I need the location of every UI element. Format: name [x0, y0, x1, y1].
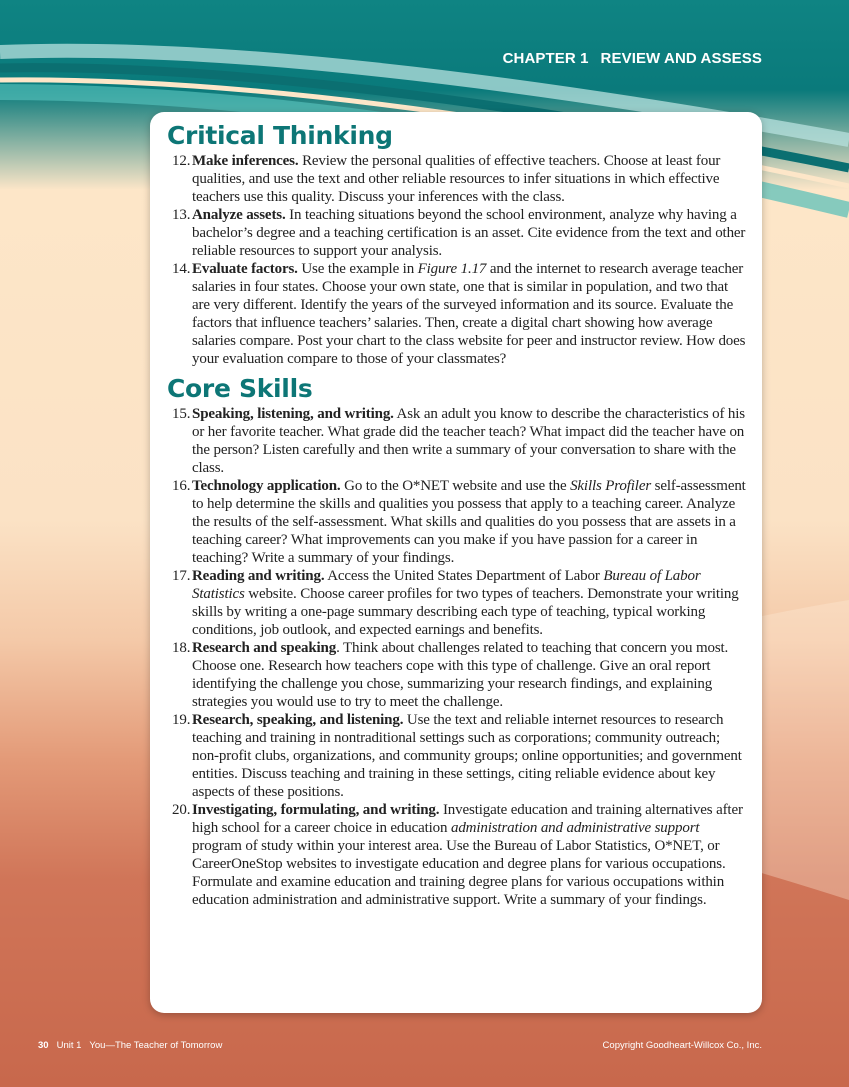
item-text: Review the personal qualities of effective teachers. Choose at least four qualities, and use the text and other reliable resources to infer situations in which effective teachers use this quality. Discuss your inferences with the class.	[192, 153, 721, 205]
item-text: self-assessment to help determine the skills and qualities you possess that apply to a teaching career. Analyze the results of the self-assessment. What skills and qualities do you possess that are assets in a teaching career? What improvements can you make if you have passion for a career in teaching? Write a summary of your findings.	[192, 478, 746, 566]
item-text: program of study within your interest area. Use the Bureau of Labor Statistics, O*NET, or CareerOneStop websites to investigate education and degree plans for various occupations. Formulate and examine education and training degree plans for various occupations within education administration and administrative support. Write a summary of your findings.	[192, 838, 726, 908]
section-heading-core-skills: Core Skills	[167, 374, 313, 403]
core-skills-list	[172, 405, 748, 909]
list-item	[172, 567, 748, 639]
item-text: . Think about challenges related to teaching that concern you most. Choose one. Research how teachers cope with this type of challenge. Give an oral report identifying the challenge you chose, summarizing your research findings, and explaining strategies you would use to try to meet the challenge.	[192, 640, 729, 710]
content-card	[150, 112, 762, 1013]
item-number: 12.	[172, 153, 191, 169]
item-text: Use the example in	[297, 261, 418, 277]
list-item	[172, 152, 748, 206]
item-number: 16.	[172, 478, 191, 494]
item-lead: Evaluate factors.	[192, 261, 298, 277]
unit-label: Unit 1	[56, 1040, 82, 1051]
item-text: Use the text and reliable internet resources to research teaching and training in nontraditional settings such as corporations; community outreach; non-profit clubs, organizations, and community groups; online opportunities; and government entities. Discuss teaching and training in these settings, citing reliable evidence about key aspects of these positions.	[192, 712, 742, 800]
item-text: website. Choose career profiles for two types of teachers. Demonstrate your writing skills by writing a one-page summary describing each type of teaching, typical working conditions, job outlook, and expected earnings and benefits.	[192, 586, 739, 638]
item-number: 17.	[172, 568, 191, 584]
item-number: 20.	[172, 802, 191, 818]
item-number: 19.	[172, 712, 191, 728]
item-number: 15.	[172, 406, 191, 422]
item-lead: Investigating, formulating, and writing.	[192, 802, 440, 818]
chapter-section: REVIEW AND ASSESS	[600, 50, 762, 67]
chapter-number: CHAPTER 1	[502, 50, 589, 67]
item-lead: Research, speaking, and listening.	[192, 712, 404, 728]
item-lead: Reading and writing.	[192, 568, 325, 584]
item-number: 14.	[172, 261, 191, 277]
item-text: In teaching situations beyond the school environment, analyze why having a bachelor’s degree and a teaching certification is an asset. Cite evidence from the text and other reliable resources to support your analysis.	[192, 207, 746, 259]
item-italic-text: Skills Profiler	[570, 478, 652, 494]
item-text: Ask an adult you know to describe the characteristics of his or her favorite teacher. What grade did the teacher teach? What impact did the teacher have on the person? Listen carefully and then write a summary of your conversation to share with the class.	[192, 406, 745, 476]
unit-title: You—The Teacher of Tomorrow	[89, 1040, 223, 1051]
list-item	[172, 801, 748, 909]
copyright: Copyright Goodheart-Willcox Co., Inc.	[602, 1040, 762, 1051]
list-item	[172, 477, 748, 567]
section-heading-critical-thinking: Critical Thinking	[167, 121, 393, 150]
list-item	[172, 711, 748, 801]
list-item	[172, 206, 748, 260]
item-text: Access the United States Department of Labor	[324, 568, 604, 584]
item-italic-text: Figure 1.17	[417, 261, 487, 277]
item-text: Investigate education and training alternatives after high school for a career choice in education	[192, 802, 743, 836]
item-italic-text: Bureau of Labor Statistics	[192, 568, 701, 602]
chapter-header	[503, 50, 762, 67]
list-item	[172, 405, 748, 477]
item-text: and the internet to research average teacher salaries in four states. Choose your own state, one that is similar in population, and two that are very different. Identify the years of the surveyed information and its source. Evaluate the factors that influence teachers’ salaries. Then, create a digital chart showing how average salaries compare. Post your chart to the class website for peer and instructor review. How does your evaluation compare to those of your classmates?	[192, 261, 746, 367]
item-italic-text: administration and administrative support	[450, 820, 700, 836]
item-number: 18.	[172, 640, 191, 656]
list-item	[172, 639, 748, 711]
item-lead: Research and speaking	[192, 640, 337, 656]
item-number: 13.	[172, 207, 191, 223]
critical-thinking-list	[172, 152, 748, 368]
item-lead: Analyze assets.	[192, 207, 286, 223]
item-lead: Speaking, listening, and writing.	[192, 406, 394, 422]
item-lead: Make inferences.	[192, 153, 299, 169]
item-lead: Technology application.	[192, 478, 341, 494]
page-number: 30	[38, 1040, 49, 1051]
footer-left	[38, 1040, 230, 1051]
list-item	[172, 260, 748, 368]
item-text: Go to the O*NET website and use the	[340, 478, 571, 494]
